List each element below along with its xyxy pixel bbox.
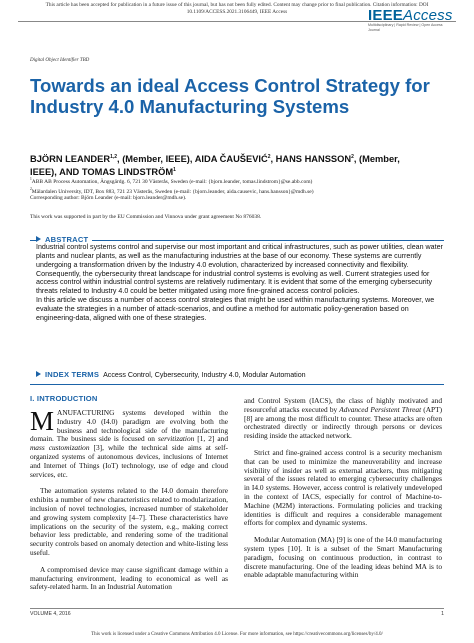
doi-label: Digital Object Identifier TBD: [30, 58, 90, 63]
intro-paragraph: MANUFACTURING systems developed within the Industry 4.0 (I4.0) paradigm are evolving both the business and technological side of the manufacturing domain. The business side is focused on servitization [1, 2] and mass customization [3], while the technical side aims at self-organized systems of autonomous devices, inclusions of Internet and Internet of Things (IoT) technology, use of edge and cloud services, etc.: [30, 406, 228, 479]
page-number: 1: [441, 611, 444, 617]
affiliations: $^1$ABB AB Process Automation, Ängsgärdg. 6, 721 30 Västerås, Sweden (e-mail: {bjorn.leander, tomas.lindstrom}@se.abb.com) $^2$Mälardalen University, IDT, Box 883, 721 23 Västerås, Sweden (e-mail: {bjorn.leander, aida.causevic, hans.hansson}@mdh.se): [30, 177, 314, 195]
intro-paragraph: The automation systems related to the I4.0 domain therefore exhibits a number of new characteristics related to modularization, inclusion of novel technologies, increased number of stakeholder and growing system complexity [4–7]. These characteristics have implications on the security of the system, e.g., making correct behavior less predictable, and rendering some of the traditional security controls based on anomaly detection and white-listing less useful.: [30, 486, 228, 557]
introduction-heading: I. INTRODUCTION: [30, 394, 98, 403]
ieee-access-logo: IEEEAccess Multidisciplinary | Rapid Review | Open Access Journal: [368, 7, 453, 32]
index-terms-heading: INDEX TERMS: [45, 370, 100, 379]
intro-paragraph: A compromised device may cause significant damage within a manufacturing environment, leading to economical as well as safety-related harm. In an Industrial Automation: [30, 564, 228, 592]
abstract-paragraph: Consequently, the cybersecurity threat landscape for industrial control systems is evolving as well. Current strategies used for access control within industrial control systems are relatively rudimentary. It is evident that some of the emerging cybersecurity threats related to Industry 4.0 could be better mitigated using more fine-grained access control policies.: [36, 269, 433, 296]
abstract-heading: ABSTRACT: [45, 235, 89, 244]
drop-cap: M: [30, 406, 55, 436]
abstract-paragraph: Industrial control systems control and supervise our most important and critical infrastructures, such as power utilities, clean water plants and nuclear plants, as well as the manufacturing industries at the base of our economy. These systems are currently undergoing a transformation driven by the Industry 4.0 evolution, characterized by increased connectivity and flexibility.: [36, 243, 443, 269]
author-list: BJÖRN LEANDER$^{1,2}$, (Member, IEEE), AIDA ČAUŠEVIĆ$^2$, HANS HANSSON$^2$, (Member, IEEE), AND TOMAS LINDSTRÖM$^1$: [30, 154, 400, 178]
index-rule: [30, 384, 444, 385]
volume-label: VOLUME 4, 2016: [30, 611, 71, 617]
paper-title: Towards an ideal Access Control Strategy for Industry 4.0 Manufacturing Systems: [30, 75, 430, 117]
intro-paragraph: Strict and fine-grained access control is a security mechanism that can be used to minimize the maneuverability and increase visibility of insider as well as external attackers, thus mitigating several of the issues related to emerging cybersecurity challenges in I4.0 systems. However, access control is relatively undeveloped in the context of IACS, especially for control of Machine-to-Machine (M2M) interactions. Formulating policies and tracking identities is difficult and requires a considerable management efforts for complex and dynamic systems.: [244, 447, 442, 528]
corresponding-author: Corresponding author: Björn Leander (e-mail: bjorn.leander@mdh.se).: [30, 195, 187, 201]
triangle-icon: [36, 236, 41, 242]
funding-note: This work was supported in part by the EU Commission and Vinnova under grant agreement No 876038.: [30, 214, 262, 220]
intro-right-column: [244, 397, 442, 588]
index-terms-text: Access Control, Cybersecurity, Industry 4.0, Modular Automation: [103, 371, 306, 379]
footer-rule: [30, 608, 444, 609]
intro-paragraph: and Control System (IACS), the class of highly motivated and resourceful attacks executed by Advanced Persistent Threat (APT) [8] are among the most difficult to counter. These attacks are often orchestrated directly or indirectly through persons or devices residing inside the attacked network.: [244, 396, 443, 441]
triangle-icon: [36, 371, 41, 377]
abstract-paragraph: In this article we discuss a number of access control strategies that might be used within manufacturing systems. Moreover, we evaluate the strategies in a number of attack-scenarios, and outline a method for automatic policy-generation based on engineering-data, aligned with one of these strategies.: [36, 296, 435, 322]
abstract-body: [36, 243, 446, 323]
license-notice: This work is licensed under a Creative Commons Attribution 4.0 License. For more information, see https://creativecommons.org/licenses/by/4.0/: [91, 632, 383, 637]
intro-left-column: [30, 394, 228, 600]
acceptance-notice: This article has been accepted for publication in a future issue of this journal, but has not been fully edited. Content may change prior to final publication. Citation information: DOI 10.1109/ACCESS.2021.3106449, IEEE Access: [45, 2, 429, 15]
index-terms: [36, 370, 446, 380]
intro-paragraph: Modular Automation (MA) [9] is one of the I4.0 manufacturing system types [10]. It is a subset of the Smart Manufacturing paradigm, focusing on continuous production, in contrast to discrete manufacturing. One of the leading ideas behind MA is to enable adaptable manufacturing within: [244, 535, 442, 580]
